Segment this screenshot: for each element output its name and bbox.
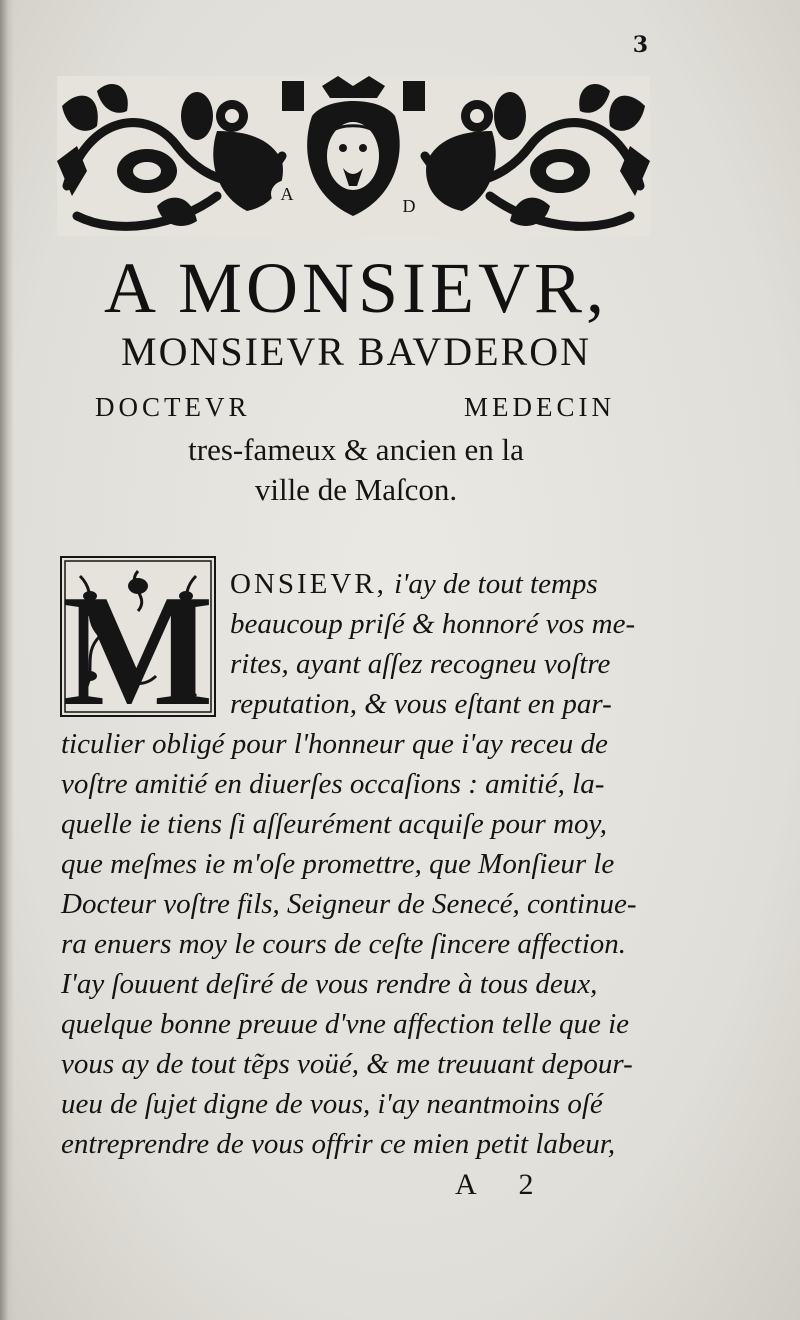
body-line-8: que meſmes ie m'oſe promettre, que Monſieur le <box>61 848 615 880</box>
svg-text:M: M <box>62 561 214 717</box>
body-line-6: voſtre amitié en diuerſes occaſions : amitié, la- <box>61 768 605 800</box>
title-line-1: A MONSIEVR, <box>103 248 609 328</box>
signature-mark: A 2 <box>455 1168 552 1201</box>
title-line-3 <box>95 392 615 423</box>
body-line-12: quelque bonne preuue d'vne affection telle que ie <box>61 1008 630 1040</box>
body-line-14: ueu de ſujet digne de vous, i'ay neantmoins oſé <box>61 1088 603 1120</box>
body-line-2: beaucoup priſé & honnoré vos me- <box>230 608 636 640</box>
title-line-4: tres-fameux & ancien en la <box>188 432 524 467</box>
woodcut-headpiece <box>57 76 650 236</box>
page-gutter-shadow <box>0 0 14 1320</box>
page-number: 3 <box>632 32 648 58</box>
body-line-10: ra enuers moy le cours de ceſte ſincere affection. <box>61 928 627 960</box>
decorated-initial-m <box>60 556 216 717</box>
body-line-4: reputation, & vous eſtant en par- <box>230 688 612 720</box>
body-line-9: Docteur voſtre fils, Seigneur de Senecé, continue- <box>61 888 637 920</box>
body-line-11: I'ay ſouuent deſiré de vous rendre à tous deux, <box>61 968 598 1000</box>
title-line-2: MONSIEVR BAVDERON <box>121 329 591 374</box>
title-docteur: DOCTEVR <box>95 392 251 422</box>
headpiece-letter-a: A <box>280 184 294 204</box>
body-line-7: quelle ie tiens ſi aſſeurément acquiſe pour moy, <box>61 808 608 840</box>
body-line-1 <box>230 562 657 606</box>
body-line-3: rites, ayant aſſez recogneu voſtre <box>230 648 611 680</box>
body-line-1-text: i'ay de tout temps <box>386 568 598 600</box>
title-line-5: ville de Maſcon. <box>254 472 458 507</box>
body-line-15: entreprendre de vous offrir ce mien petit labeur, <box>61 1128 616 1160</box>
body-line-13: vous ay de tout tẽps voüé, & me treuuant depour- <box>61 1048 633 1080</box>
headpiece-letter-d: D <box>402 196 416 216</box>
first-word: ONSIEVR, <box>230 568 387 600</box>
body-line-5: ticulier obligé pour l'honneur que i'ay receu de <box>61 728 608 760</box>
title-medecin: MEDECIN <box>464 392 615 422</box>
